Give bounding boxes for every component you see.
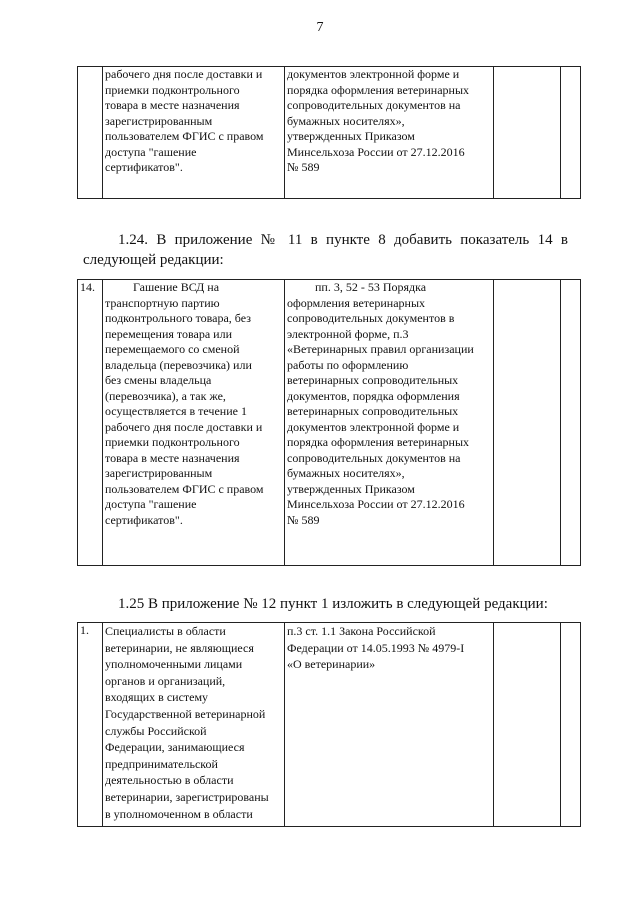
- text-line: пользователем ФГИС с правом: [105, 129, 264, 143]
- table-cell-reference: [285, 280, 494, 566]
- text-line: доступа "гашение: [105, 144, 197, 159]
- table-cell-empty: [561, 67, 581, 199]
- text-line: Гашение ВСД на: [133, 280, 220, 294]
- table-cell-reference: [285, 623, 494, 827]
- text-line: п.3 ст. 1.1 Закона Российской: [287, 624, 436, 638]
- text-line: владельца (перевозчика) или: [105, 357, 252, 372]
- text-line: службы Российской: [105, 723, 207, 738]
- text-line: перемещения товара или: [105, 326, 233, 341]
- text-line: документов, порядка оформления: [287, 388, 460, 403]
- text-line: товара в месте назначения: [105, 98, 240, 112]
- text-line: «О ветеринарии»: [287, 657, 376, 672]
- text-line: деятельностью в области: [105, 773, 234, 788]
- text-line: в уполномоченном в области: [105, 806, 253, 821]
- text-line: электронной форме, п.3: [287, 326, 409, 341]
- text-line: ветеринарии, зарегистрированы: [105, 789, 269, 804]
- text-line: утвержденных Приказом: [287, 129, 415, 143]
- table-cell-indicator: [103, 67, 285, 199]
- text-line: сертификатов".: [105, 512, 183, 527]
- table-row: [78, 623, 581, 827]
- table-cell-empty: [561, 623, 581, 827]
- text-line: сопроводительных документов в: [287, 311, 455, 325]
- paragraph-1-24-line-2: следующей редакции:: [83, 252, 224, 268]
- text-line: перемещаемого со сменой: [105, 342, 240, 356]
- table-cell-indicator: [103, 280, 285, 566]
- table-cell-subject: [103, 623, 285, 827]
- text-line: оформления ветеринарных: [287, 295, 426, 310]
- text-line: зарегистрированным: [105, 113, 213, 128]
- text-line: Федерации от 14.05.1993 № 4979-I: [287, 640, 465, 655]
- text-line: сертификатов".: [105, 160, 183, 174]
- table-cell-number: 14.: [78, 280, 103, 566]
- text-line: сопроводительных документов на: [287, 98, 461, 112]
- text-line: «Ветеринарных правил организации: [287, 342, 474, 356]
- text-line: органов и организаций,: [105, 673, 226, 688]
- table-cell-reference: [285, 67, 494, 199]
- text-line: приемки подконтрольного: [105, 435, 240, 449]
- text-line: № 589: [287, 512, 320, 527]
- text-line: уполномоченными лицами: [105, 657, 243, 672]
- text-line: рабочего дня после доставки и: [105, 419, 263, 434]
- text-line: предпринимательской: [105, 756, 218, 771]
- text-line: порядка оформления ветеринарных: [287, 82, 470, 97]
- table-cell-empty: [494, 67, 561, 199]
- text-line: подконтрольного товара, без: [105, 311, 251, 325]
- text-line: пп. 3, 52 - 53 Порядка: [315, 280, 427, 294]
- text-line: доступа "гашение: [105, 497, 197, 511]
- table-item-1: [77, 622, 581, 827]
- text-line: ветеринарных сопроводительных: [287, 373, 459, 387]
- text-line: порядка оформления ветеринарных: [287, 435, 470, 449]
- text-line: утвержденных Приказом: [287, 481, 415, 496]
- text-line: Специалисты в области: [105, 624, 226, 638]
- text-line: зарегистрированным: [105, 466, 213, 480]
- text-line: Минсельхоза России от 27.12.2016: [287, 497, 465, 511]
- text-line: Государственной ветеринарной: [105, 706, 266, 721]
- text-line: транспортную партию: [105, 295, 220, 310]
- table-cell-empty: [494, 623, 561, 827]
- text-line: товара в месте назначения: [105, 450, 240, 465]
- table-cell-empty: [561, 280, 581, 566]
- text-line: ветеринарных сопроводительных: [287, 404, 459, 418]
- table-cell-empty: [494, 280, 561, 566]
- text-line: документов электронной форме и: [287, 67, 460, 81]
- text-line: Федерации, занимающиеся: [105, 740, 245, 755]
- text-line: (перевозчика), а так же,: [105, 388, 226, 403]
- text-line: бумажных носителях»,: [287, 113, 405, 128]
- text-line: сопроводительных документов на: [287, 450, 461, 465]
- text-line: без смены владельца: [105, 373, 212, 387]
- table-indicator-14: [77, 279, 581, 566]
- table-cell-number: 1.: [78, 623, 103, 827]
- text-line: осуществляется в течение 1: [105, 404, 247, 418]
- text-line: ветеринарии, не являющиеся: [105, 640, 254, 655]
- paragraph-1-25: 1.25 В приложение № 12 пункт 1 изложить в следующей редакции:: [118, 596, 548, 612]
- text-line: № 589: [287, 160, 320, 174]
- text-line: приемки подконтрольного: [105, 82, 240, 97]
- table-row: [78, 280, 581, 566]
- text-line: рабочего дня после доставки и: [105, 67, 263, 81]
- text-line: пользователем ФГИС с правом: [105, 481, 264, 496]
- text-line: бумажных носителях»,: [287, 466, 405, 480]
- paragraph-1-24-line-1: 1.24. В приложение № 11 в пункте 8 добавить показатель 14 в: [118, 232, 568, 248]
- table-row: [78, 67, 581, 199]
- table-cell-number: [78, 67, 103, 199]
- page-number: 7: [316, 20, 324, 35]
- text-line: Минсельхоза России от 27.12.2016: [287, 144, 465, 159]
- text-line: документов электронной форме и: [287, 419, 460, 434]
- text-line: работы по оформлению: [287, 357, 409, 372]
- text-line: входящих в систему: [105, 690, 209, 705]
- table-continued: [77, 66, 581, 199]
